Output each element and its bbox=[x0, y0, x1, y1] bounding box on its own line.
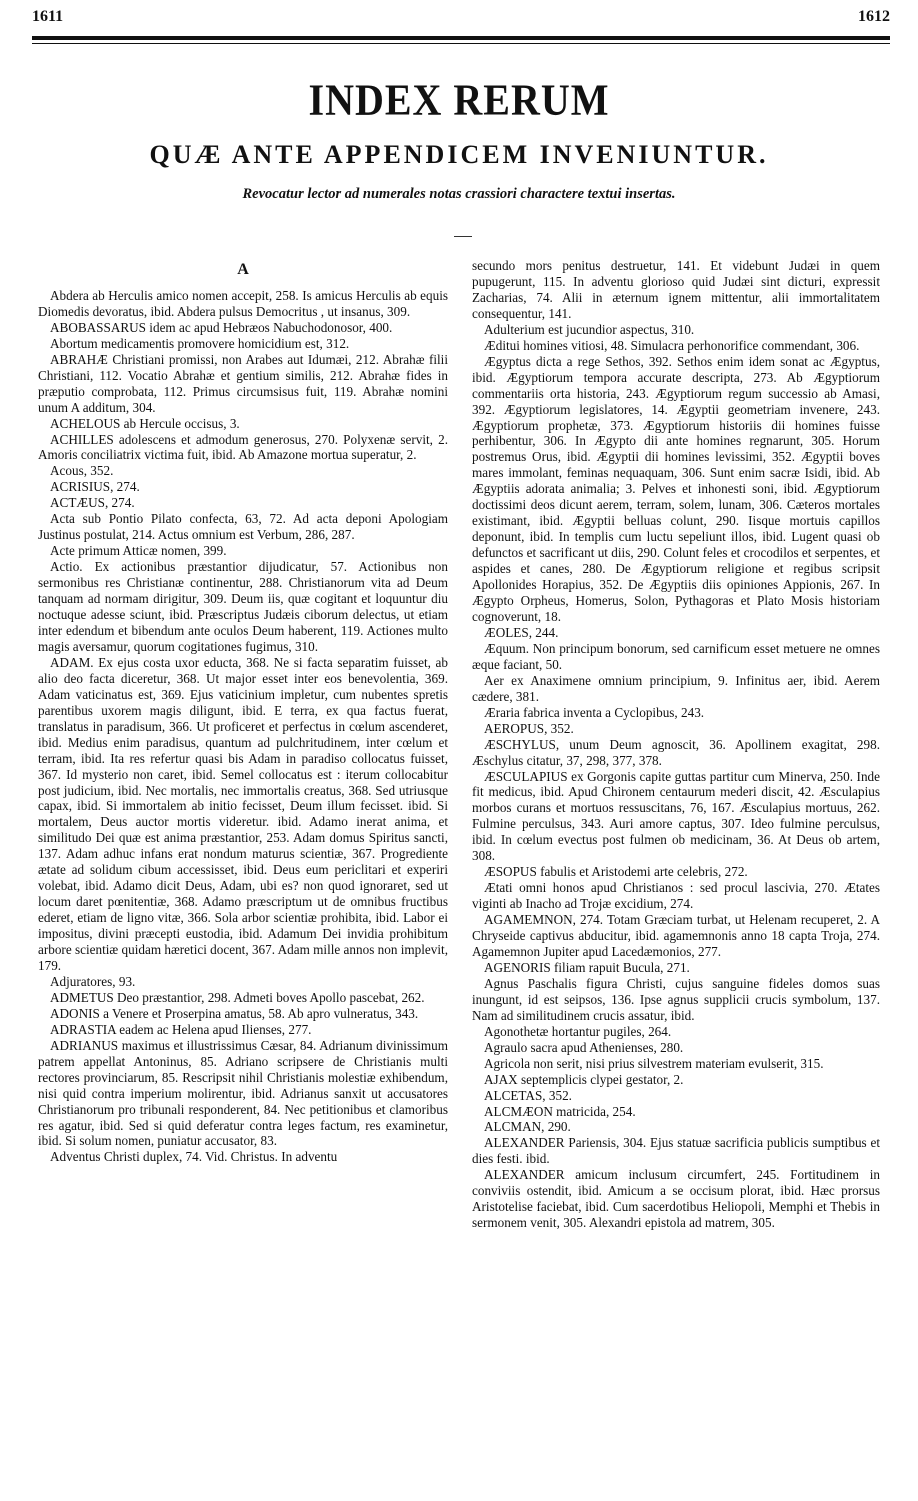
header-rule-thick bbox=[32, 36, 890, 40]
index-entry: Ægyptus dicta a rege Sethos, 392. Sethos enim idem sonat ac Ægyptus, ibid. Ægyptiorum tempora accurate descripta, 273. Ab Ægyptiorum commentariis orta historia, 243. Ægyptiorum regum successio ab Amasi, 392. Ægyptiorum legislatores, 14. Ægyptii geometriam invenere, 243. Ægyptiorum prophetæ, 373. Ægyptiorum historiis dii homines fuisse perhibentur, 306. In Ægypto dii ante homines regnarunt, 305. Horum postremus Orus, ibid. Ægyptii dii homines levissimi, 352. Ægyptii boves mares immolant, feminas nequaquam, 306. Sunt enim sacræ Isidi, ibid. Ab Ægyptiis adorata animalia; 3. Pelves et inhonesti soni, ibid. Ægyptiorum doctissimi deos dicunt aerem, terram, solem, lunam, 306. Cæteros mortales existimant, ibid. Ægyptii belluas colunt, 290. Iisque mortuis capillos deponunt, ibid. In templis cum luctu sepeliunt illos, ibid. Lugent quasi ob defunctos et sacrificant ut diis, 290. Colunt feles et crocodilos et serpentes, et aspides et canes, 280. De Ægyptiorum religione et regibus scripsit Apollonides Horapius, 352. De Ægyptiis diis opiniones Appionis, 267. In Ægypto Orpheus, Homerus, Solon, Pythagoras et Plato Mosis historiam cognoverunt, 18. bbox=[472, 353, 880, 624]
index-entry: ÆSCHYLUS, unum Deum agnoscit, 36. Apollinem exagitat, 298. Æschylus citatur, 37, 298, 377, 378. bbox=[472, 736, 880, 768]
index-entry: ACHILLES adolescens et admodum generosus, 270. Polyxenæ servit, 2. Amoris conciliatrix victima fuit, ibid. Ab Amazone mortua superatur, 2. bbox=[38, 431, 448, 463]
index-entry: Acta sub Pontio Pilato confecta, 63, 72. Ad acta deponi Apologiam Justinus postulat, 214. Actus omnium est Verbum, 286, 287. bbox=[38, 511, 448, 543]
index-entry: Æquum. Non principum bonorum, sed carnificum esset metuere ne omnes æque faciant, 50. bbox=[472, 640, 880, 672]
index-entry: Adulterium est jucundior aspectus, 310. bbox=[484, 321, 695, 337]
index-entry: ALEXANDER amicum inclusum circumfert, 245. Fortitudinem in conviviis ostendit, ibid. Amicum a se occisum plorat, ibid. Hæc prorsus Aristotelise faciebat, ibid. Cum sacerdotibus Heliopoli, Memphi et Thebis in sermonem venit, 305. Alexandri epistola ad matrem, 305. bbox=[472, 1167, 880, 1231]
index-entry: ADRASTIA eadem ac Helena apud Ilienses, 277. bbox=[50, 1021, 312, 1037]
index-entry: Agraulo sacra apud Athenienses, 280. bbox=[484, 1039, 684, 1055]
index-entry: Agonothetæ hortantur pugiles, 264. bbox=[484, 1023, 672, 1039]
index-entry: ADONIS a Venere et Proserpina amatus, 58. Ab apro vulneratus, 343. bbox=[50, 1005, 419, 1021]
index-entry: Aer ex Anaximene omnium principium, 9. Infinitus aer, ibid. Aerem cædere, 381. bbox=[472, 672, 880, 704]
right-entry-list bbox=[472, 258, 880, 1231]
index-entry: ALCMÆON matricida, 254. bbox=[484, 1103, 636, 1119]
index-entry: ALEXANDER Pariensis, 304. Ejus statuæ sacrificia publicis sumptibus et dies festi. ibid. bbox=[472, 1135, 880, 1167]
title-separator bbox=[454, 236, 472, 237]
index-entry: AEROPUS, 352. bbox=[484, 720, 574, 736]
left-entry-list bbox=[38, 288, 448, 1165]
section-letter: A bbox=[237, 261, 249, 278]
index-entry: Acte primum Atticæ nomen, 399. bbox=[50, 543, 227, 559]
reader-note: Revocatur lector ad numerales notas crassiori charactere textui insertas. bbox=[242, 186, 676, 202]
index-subtitle: QUÆ ANTE APPENDICEM INVENIUNTUR. bbox=[149, 140, 769, 169]
index-entry: Abortum medicamentis promovere homicidium est, 312. bbox=[50, 335, 350, 351]
page-number-right: 1612 bbox=[858, 8, 890, 25]
index-entry: Æditui homines vitiosi, 48. Simulacra perhonorifice commendant, 306. bbox=[484, 337, 860, 353]
index-entry: Adventus Christi duplex, 74. Vid. Christus. In adventu bbox=[50, 1149, 338, 1165]
index-entry: ACTÆUS, 274. bbox=[50, 495, 135, 511]
left-column bbox=[38, 258, 448, 1165]
index-entry: Adjuratores, 93. bbox=[50, 973, 136, 989]
index-entry: Ætati omni honos apud Christianos : sed procul lascivia, 270. Ætates viginti ab Inacho ad Trojæ excidium, 274. bbox=[472, 880, 880, 912]
index-entry: AJAX septemplicis clypei gestator, 2. bbox=[484, 1071, 684, 1087]
right-column bbox=[472, 258, 880, 1231]
index-entry: ÆSOPUS fabulis et Aristodemi arte celebris, 272. bbox=[484, 864, 748, 880]
index-entry: ÆSCULAPIUS ex Gorgonis capite guttas partitur cum Minerva, 250. Inde fit medicus, ibid. Apud Chironem centaurum mederi discit, 42. Æsculapius morbos curans et mortuos ressuscitans, 76, 167. Æsculapius mortuus, 262. Fulmine perculsus, 343. Auri amore captus, 307. Ideo fulmine perculsus, ibid. In cœlum evectus post fulmen ob medicinam, 36. At Deus ob artem, 308. bbox=[472, 768, 880, 864]
index-entry: ADMETUS Deo præstantior, 298. Admeti boves Apollo pascebat, 262. bbox=[50, 989, 425, 1005]
index-entry: Abdera ab Herculis amico nomen accepit, 258. Is amicus Herculis ab equis Diomedis devoratus, ibid. Abdera pulsus Democritus , ut insanus, 309. bbox=[38, 287, 448, 319]
index-entry: ÆOLES, 244. bbox=[484, 624, 559, 640]
index-entry: ABRAHÆ Christiani promissi, non Arabes aut Idumæi, 212. Abrahæ filii Christiani, 112. Vocatio Abrahæ et gentium similis, 212. Abrahæ fides in præputio comprobata, 112. Primus circumsisus fuit, 119. Abrahæ nomini unum A additum, 304. bbox=[38, 351, 448, 415]
index-title: INDEX RERUM bbox=[308, 74, 610, 125]
index-entry: AGAMEMNON, 274. Totam Græciam turbat, ut Helenam recuperet, 2. A Chryseide captivus abducitur, ibid. agamemnonis anno 18 capta Troja, 274. Agamemnon Jupiter apud Lacedæmonios, 277. bbox=[472, 912, 880, 959]
page-number-left: 1611 bbox=[32, 8, 64, 25]
index-entry: ALCMAN, 290. bbox=[484, 1119, 571, 1135]
header-rule-thin bbox=[32, 43, 890, 44]
index-entry: ACRISIUS, 274. bbox=[50, 479, 140, 495]
index-entry: Acous, 352. bbox=[50, 463, 114, 479]
index-entry: ALCETAS, 352. bbox=[484, 1087, 572, 1103]
index-entry: secundo mors penitus destruetur, 141. Et videbunt Judæi in quem pupugerunt, 115. In adventu glorioso quid Judæi sint dicturi, expressit Zacharias, 74. Alii in æternum ignem mittentur, alii immortalitatem consequentur, 141. bbox=[472, 258, 880, 321]
index-entry: ADRIANUS maximus et illustrissimus Cæsar, 84. Adrianum divinissimum patrem appellat Antoninus, 85. Adriano scripsere de Christianis multi rectores provinciarum, 85. Rescripsit nihil Christianis molestiæ exhibendum, nisi quid contra imperium molirentur, ibid. Adrianus sanxit ut accusatores Christianorum pro tribunali responderent, 84. Nec petitionibus et clamoribus res agatur, ibid. Sed si quid deferatur contra leges factum, res examinetur, ibid. Si solum nomen, puniatur accusator, 83. bbox=[38, 1037, 448, 1149]
index-entry: ADAM. Ex ejus costa uxor educta, 368. Ne si facta separatim fuisset, ab alio deo facta diceretur, 368. Ut major esset inter eos benevolentia, 369. Adam vaticinatus est, 369. Ejus vaticinium impletur, cum nubentes spretis parentibus uxorem magis diligunt, ibid. E terra, ex qua factus fuerat, translatus in paradisum, 366. Ut proficeret et perfectus in cœlum ascenderet, ibid. Medius enim paradisus, quantum ad pulchritudinem, inter cœlum et terram, ibid. Ita res refertur quasi bis Adam in paradiso collocatus fuisset, 367. Id mysterio non caret, ibid. Semel collocatus est : iterum collocabitur post judicium, ibid. Nec mortalis, nec immortalis creatus, 368. Sed utriusque capax, ibid. Si immortalem ab initio fecisset, Deum illum fecisset. ibid. Si mortalem, Deus auctor mortis videretur. ibid. Adamo inerat anima, et similitudo Dei quæ est anima præstantior, 253. Adam domus Spiritus sancti, 137. Adam adhuc infans erat nondum maturus scientiæ, 367. Progrediente ætate ad solidum cibum accessisset, ibid. Deus eum periclitari et experiri volebat, ibid. Adamo dicit Deus, Adam, ubi es? non quod ignoraret, sed ut locum daret pœnitentiæ, 368. Adamo præscriptum ut de omnibus fructibus ederet, etiam de ligno vitæ, 366. Sola arbor scientiæ prohibita, ibid. Labor ei impositus, divini præcepti eustodia, ibid. Adamum Dei invidia prohibitum arbore scientiæ quidam hæretici docent, 367. Adam mille annos non implevit, 179. bbox=[38, 654, 448, 973]
index-entry: AGENORIS filiam rapuit Bucula, 271. bbox=[484, 959, 690, 975]
index-entry: ABOBASSARUS idem ac apud Hebræos Nabuchodonosor, 400. bbox=[50, 319, 393, 335]
index-entry: Æraria fabrica inventa a Cyclopibus, 243. bbox=[484, 704, 705, 720]
index-entry: ACHELOUS ab Hercule occisus, 3. bbox=[50, 415, 240, 431]
index-entry: Agricola non serit, nisi prius silvestrem materiam evulserit, 315. bbox=[484, 1055, 824, 1071]
index-entry: Agnus Paschalis figura Christi, cujus sanguine fideles domos suas inungunt, id est seipsos, 136. Ipse agnus supplicii crucis symbolum, 137. Nam ad similitudinem crucis assatur, ibid. bbox=[472, 975, 880, 1023]
index-entry: Actio. Ex actionibus præstantior dijudicatur, 57. Actionibus non sermonibus res Christianæ continentur, 288. Christianorum vita ad Deum tanquam ad normam dirigitur, 309. Deum iis, quæ cogitant et loquuntur diu noctuque adesse sciunt, ibid. Præscriptus Judæis ciborum delectus, ut etiam inter edendum et bibendum ante oculos Deum haberent, 119. Actiones multo magis aversamur, quorum cogitationes fugimus, 310. bbox=[38, 559, 448, 654]
